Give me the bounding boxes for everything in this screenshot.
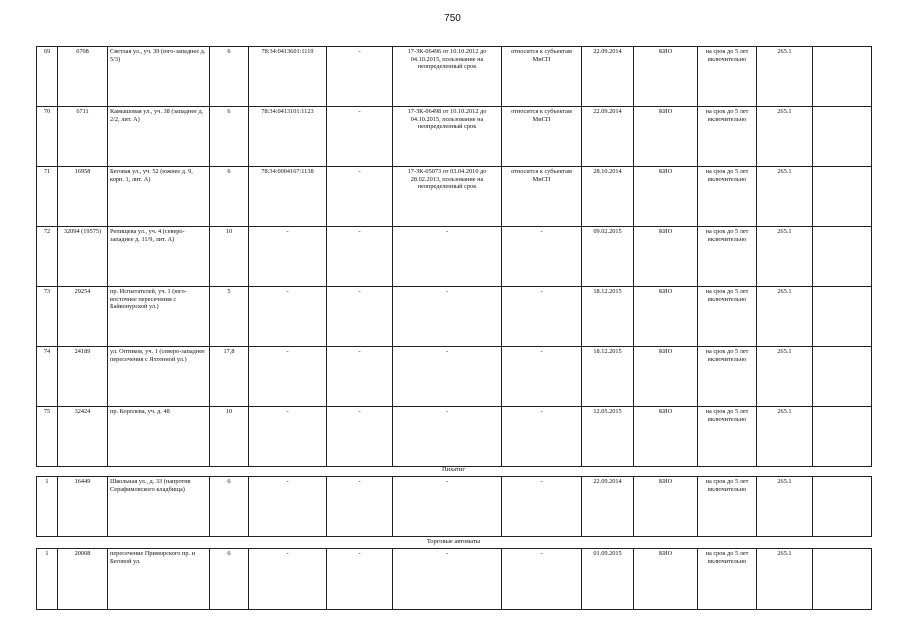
cell-authority: КИО — [634, 47, 698, 107]
cell-column-5: - — [327, 347, 393, 407]
cell-date: 22.09.2014 — [582, 107, 634, 167]
cell-address: ул. Оптиков, уч. 1 (северо-западнее пересечения с Яхтенной ул.) — [108, 347, 210, 407]
cell-object-id: 16449 — [58, 477, 108, 537]
cell-area: 6 — [210, 167, 249, 227]
cell-code: 265.1 — [757, 347, 813, 407]
cell-address: Школьная ул., д. 33 (напротив Серафимовского кладбища) — [108, 477, 210, 537]
cell-object-id: 32094 (19575) — [58, 227, 108, 287]
table-row — [37, 227, 872, 287]
cell-notes — [813, 167, 872, 227]
cell-term: на срок до 5 лет включительно — [698, 287, 757, 347]
registry-table-pihatig — [36, 476, 872, 537]
cell-date: 12.05.2015 — [582, 407, 634, 467]
cell-smb-status: относится к субъектам МиСП — [502, 107, 582, 167]
cell-notes — [813, 407, 872, 467]
cell-cadastral-number: - — [249, 227, 327, 287]
cell-date: 18.12.2015 — [582, 347, 634, 407]
cell-permit-document: - — [393, 549, 502, 610]
cell-smb-status: - — [502, 287, 582, 347]
cell-row-number: 70 — [37, 107, 58, 167]
registry-table-main — [36, 46, 872, 467]
cell-notes — [813, 287, 872, 347]
cell-code: 265.1 — [757, 47, 813, 107]
cell-authority: КИО — [634, 477, 698, 537]
cell-column-5: - — [327, 287, 393, 347]
cell-permit-document: 17-ЗК-06496 от 10.10.2012 до 04.10.2015, пользование на неопределенный срок — [393, 47, 502, 107]
cell-column-5: - — [327, 477, 393, 537]
cell-date: 18.12.2015 — [582, 287, 634, 347]
cell-address: пр. Королева, уч. д. 48 — [108, 407, 210, 467]
cell-permit-document: - — [393, 347, 502, 407]
cell-authority: КИО — [634, 347, 698, 407]
cell-code: 265.1 — [757, 407, 813, 467]
cell-column-5: - — [327, 227, 393, 287]
cell-object-id: 6708 — [58, 47, 108, 107]
table-row — [37, 167, 872, 227]
cell-column-5: - — [327, 107, 393, 167]
cell-notes — [813, 47, 872, 107]
cell-cadastral-number: 78:34:0004167:1138 — [249, 167, 327, 227]
table-row — [37, 407, 872, 467]
cell-address: пересечение Приморского пр. и Беговой ул. — [108, 549, 210, 610]
cell-row-number: 71 — [37, 167, 58, 227]
cell-row-number: 1 — [37, 549, 58, 610]
cell-code: 265.1 — [757, 107, 813, 167]
cell-cadastral-number: - — [249, 549, 327, 610]
table-row — [37, 287, 872, 347]
cell-date: 22.09.2014 — [582, 477, 634, 537]
cell-cadastral-number: 78:34:0413101:1123 — [249, 107, 327, 167]
cell-column-5: - — [327, 167, 393, 227]
section-title-vending-machines: Торговые автоматы — [426, 538, 481, 545]
cell-term: на срок до 5 лет включительно — [698, 167, 757, 227]
cell-term: на срок до 5 лет включительно — [698, 107, 757, 167]
cell-row-number: 74 — [37, 347, 58, 407]
cell-term: на срок до 5 лет включительно — [698, 407, 757, 467]
cell-term: на срок до 5 лет включительно — [698, 227, 757, 287]
cell-code: 265.1 — [757, 167, 813, 227]
cell-code: 265.1 — [757, 549, 813, 610]
cell-object-id: 16958 — [58, 167, 108, 227]
cell-notes — [813, 227, 872, 287]
cell-smb-status: - — [502, 347, 582, 407]
cell-smb-status: относится к субъектам МиСП — [502, 47, 582, 107]
cell-cadastral-number: - — [249, 287, 327, 347]
cell-area: 10 — [210, 407, 249, 467]
cell-permit-document: 17-ЗК-05073 от 03.04.2010 до 28.02.2013, пользование на неопределенный срок — [393, 167, 502, 227]
table-row — [37, 47, 872, 107]
cell-cadastral-number: - — [249, 477, 327, 537]
cell-address: пр. Испытателей, уч. 1 (юго-восточнее пересечения с Байконурской ул.) — [108, 287, 210, 347]
cell-row-number: 75 — [37, 407, 58, 467]
cell-permit-document: - — [393, 227, 502, 287]
cell-authority: КИО — [634, 549, 698, 610]
cell-code: 265.1 — [757, 477, 813, 537]
cell-address: Светлая ул., уч. 39 (юго-западнее д. 5/3) — [108, 47, 210, 107]
cell-row-number: 1 — [37, 477, 58, 537]
cell-notes — [813, 549, 872, 610]
cell-column-5: - — [327, 407, 393, 467]
section-title-pihatig: Пихатиг — [441, 466, 466, 473]
cell-notes — [813, 477, 872, 537]
cell-term: на срок до 5 лет включительно — [698, 47, 757, 107]
table-row — [37, 549, 872, 610]
cell-object-id: 24189 — [58, 347, 108, 407]
cell-code: 265.1 — [757, 227, 813, 287]
cell-object-id: 29254 — [58, 287, 108, 347]
cell-address: Камышовая ул., уч. 38 (западнее д. 2/2, лит. А) — [108, 107, 210, 167]
cell-column-5: - — [327, 47, 393, 107]
cell-smb-status: - — [502, 407, 582, 467]
cell-permit-document: - — [393, 477, 502, 537]
cell-area: 5 — [210, 287, 249, 347]
cell-smb-status: - — [502, 549, 582, 610]
cell-term: на срок до 5 лет включительно — [698, 347, 757, 407]
cell-date: 22.09.2014 — [582, 47, 634, 107]
cell-authority: КИО — [634, 407, 698, 467]
cell-area: 6 — [210, 549, 249, 610]
cell-object-id: 20008 — [58, 549, 108, 610]
cell-date: 28.10.2014 — [582, 167, 634, 227]
table-row — [37, 347, 872, 407]
cell-object-id: 6711 — [58, 107, 108, 167]
cell-address: Репищева ул., уч. 4 (северо-западнее д. 11/9, лит. А) — [108, 227, 210, 287]
table-row — [37, 107, 872, 167]
cell-area: 17,8 — [210, 347, 249, 407]
cell-notes — [813, 107, 872, 167]
cell-authority: КИО — [634, 167, 698, 227]
cell-permit-document: - — [393, 287, 502, 347]
cell-code: 265.1 — [757, 287, 813, 347]
cell-smb-status: - — [502, 227, 582, 287]
registry-table-vending-machines — [36, 548, 872, 610]
cell-cadastral-number: - — [249, 407, 327, 467]
cell-area: 6 — [210, 47, 249, 107]
cell-date: 01.09.2015 — [582, 549, 634, 610]
cell-date: 09.02.2015 — [582, 227, 634, 287]
table-row — [37, 477, 872, 537]
cell-notes — [813, 347, 872, 407]
cell-permit-document: - — [393, 407, 502, 467]
cell-smb-status: относится к субъектам МиСП — [502, 167, 582, 227]
cell-permit-document: 17-ЗК-06498 от 10.10.2012 до 04.10.2015, пользование на неопределенный срок — [393, 107, 502, 167]
cell-authority: КИО — [634, 107, 698, 167]
cell-column-5: - — [327, 549, 393, 610]
cell-area: 10 — [210, 227, 249, 287]
cell-address: Беговая ул., уч. 52 (южнее д. 9, корп. 1, лит. А) — [108, 167, 210, 227]
cell-row-number: 72 — [37, 227, 58, 287]
cell-row-number: 69 — [37, 47, 58, 107]
cell-smb-status: - — [502, 477, 582, 537]
cell-term: на срок до 5 лет включительно — [698, 477, 757, 537]
cell-cadastral-number: - — [249, 347, 327, 407]
cell-area: 6 — [210, 477, 249, 537]
cell-row-number: 73 — [37, 287, 58, 347]
cell-authority: КИО — [634, 287, 698, 347]
cell-term: на срок до 5 лет включительно — [698, 549, 757, 610]
cell-authority: КИО — [634, 227, 698, 287]
cell-area: 6 — [210, 107, 249, 167]
cell-cadastral-number: 78:34:0413601:1119 — [249, 47, 327, 107]
cell-object-id: 32424 — [58, 407, 108, 467]
page-number: 750 — [444, 13, 461, 24]
